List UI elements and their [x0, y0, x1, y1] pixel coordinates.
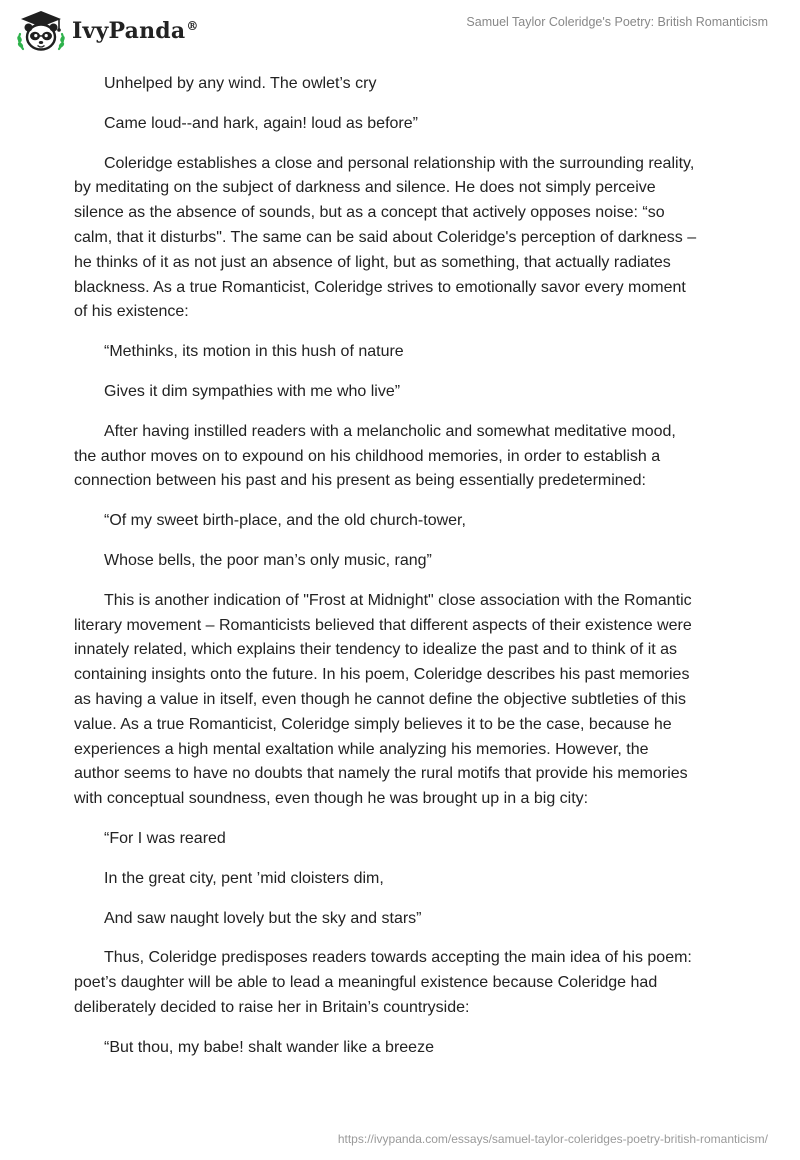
- quote-line: [74, 509, 734, 534]
- essay-body: [74, 72, 734, 1076]
- text-line: author seems to have no doubts that namely the rural motifs that provide his memories: [74, 765, 688, 783]
- text-line: After having instilled readers with a melancholic and somewhat meditative mood,: [104, 422, 676, 440]
- text-line: Came loud--and hark, again! loud as before”: [104, 114, 418, 132]
- text-line: This is another indication of "Frost at Midnight" close association with the Romantic: [104, 591, 692, 609]
- text-line: “Methinks, its motion in this hush of nature: [104, 343, 404, 361]
- quote-line: [74, 112, 734, 137]
- body-paragraph: [74, 152, 734, 326]
- text-line: of his existence:: [74, 303, 189, 321]
- text-line: the author moves on to expound on his childhood memories, in order to establish a: [74, 447, 661, 465]
- text-line: silence as the absence of sounds, but as a concept that actively opposes noise: “so: [74, 204, 665, 222]
- quote-line: [74, 549, 734, 574]
- text-line: poet’s daughter will be able to lead a meaningful existence because Coleridge had: [74, 974, 658, 992]
- quote-line: [74, 340, 734, 365]
- text-line: Gives it dim sympathies with me who live”: [104, 382, 401, 400]
- text-line: literary movement – Romanticists believed that different aspects of their existence were: [74, 616, 692, 634]
- text-line: Whose bells, the poor man’s only music, rang”: [104, 551, 432, 569]
- text-line: calm, that it disturbs". The same can be said about Coleridge's perception of darkness –: [74, 228, 697, 246]
- text-line: experiences a high mental exaltation while analyzing his memories. However, the: [74, 740, 649, 758]
- quote-line: [74, 1036, 734, 1061]
- text-line: as having a value in itself, even though he cannot define the objective subtleties of this: [74, 690, 686, 708]
- text-line: “Of my sweet birth-place, and the old church-tower,: [104, 512, 466, 530]
- quote-line: [74, 907, 734, 932]
- text-line: Unhelped by any wind. The owlet’s cry: [104, 75, 377, 92]
- text-line: containing insights onto the future. In his poem, Coleridge describes his past memories: [74, 666, 690, 684]
- quote-line: [74, 827, 734, 852]
- brand-name: IvyPanda®: [72, 18, 199, 44]
- quote-line: [74, 72, 734, 97]
- text-line: In the great city, pent ’mid cloisters dim,: [104, 869, 384, 887]
- text-line: “For I was reared: [104, 829, 226, 847]
- ivypanda-logo[interactable]: [14, 8, 199, 54]
- text-line: he thinks of it as not just an absence of light, but as something, that actually radiates: [74, 253, 671, 271]
- text-line: And saw naught lovely but the sky and stars”: [104, 909, 422, 927]
- text-line: blackness. As a true Romanticist, Coleridge strives to emotionally savor every moment: [74, 278, 686, 296]
- text-line: Thus, Coleridge predisposes readers towards accepting the main idea of his poem:: [104, 949, 692, 967]
- body-paragraph: [74, 946, 734, 1020]
- body-paragraph: [74, 589, 734, 812]
- quote-line: [74, 867, 734, 892]
- text-line: “But thou, my babe! shalt wander like a breeze: [104, 1038, 434, 1056]
- text-line: value. As a true Romanticist, Coleridge simply believes it to be the case, because he: [74, 715, 672, 733]
- body-paragraph: [74, 420, 734, 494]
- text-line: with conceptual soundness, even though he was brought up in a big city:: [74, 790, 589, 808]
- page-header: [0, 0, 800, 60]
- text-line: innately related, which explains their tendency to idealize the past and to think of it as: [74, 641, 678, 659]
- text-line: connection between his past and his present as being essentially predetermined:: [74, 472, 646, 490]
- text-line: deliberately decided to raise her in Britain’s countryside:: [74, 998, 470, 1016]
- document-title: Samuel Taylor Coleridge's Poetry: British Romanticism: [466, 15, 768, 29]
- panda-graduate-icon: [14, 8, 68, 54]
- text-line: Coleridge establishes a close and personal relationship with the surrounding reality,: [104, 154, 695, 172]
- source-url[interactable]: https://ivypanda.com/essays/samuel-taylor-coleridges-poetry-british-romanticism/: [337, 1132, 768, 1146]
- quote-line: [74, 380, 734, 405]
- text-line: by meditating on the subject of darkness and silence. He does not simply perceive: [74, 179, 656, 197]
